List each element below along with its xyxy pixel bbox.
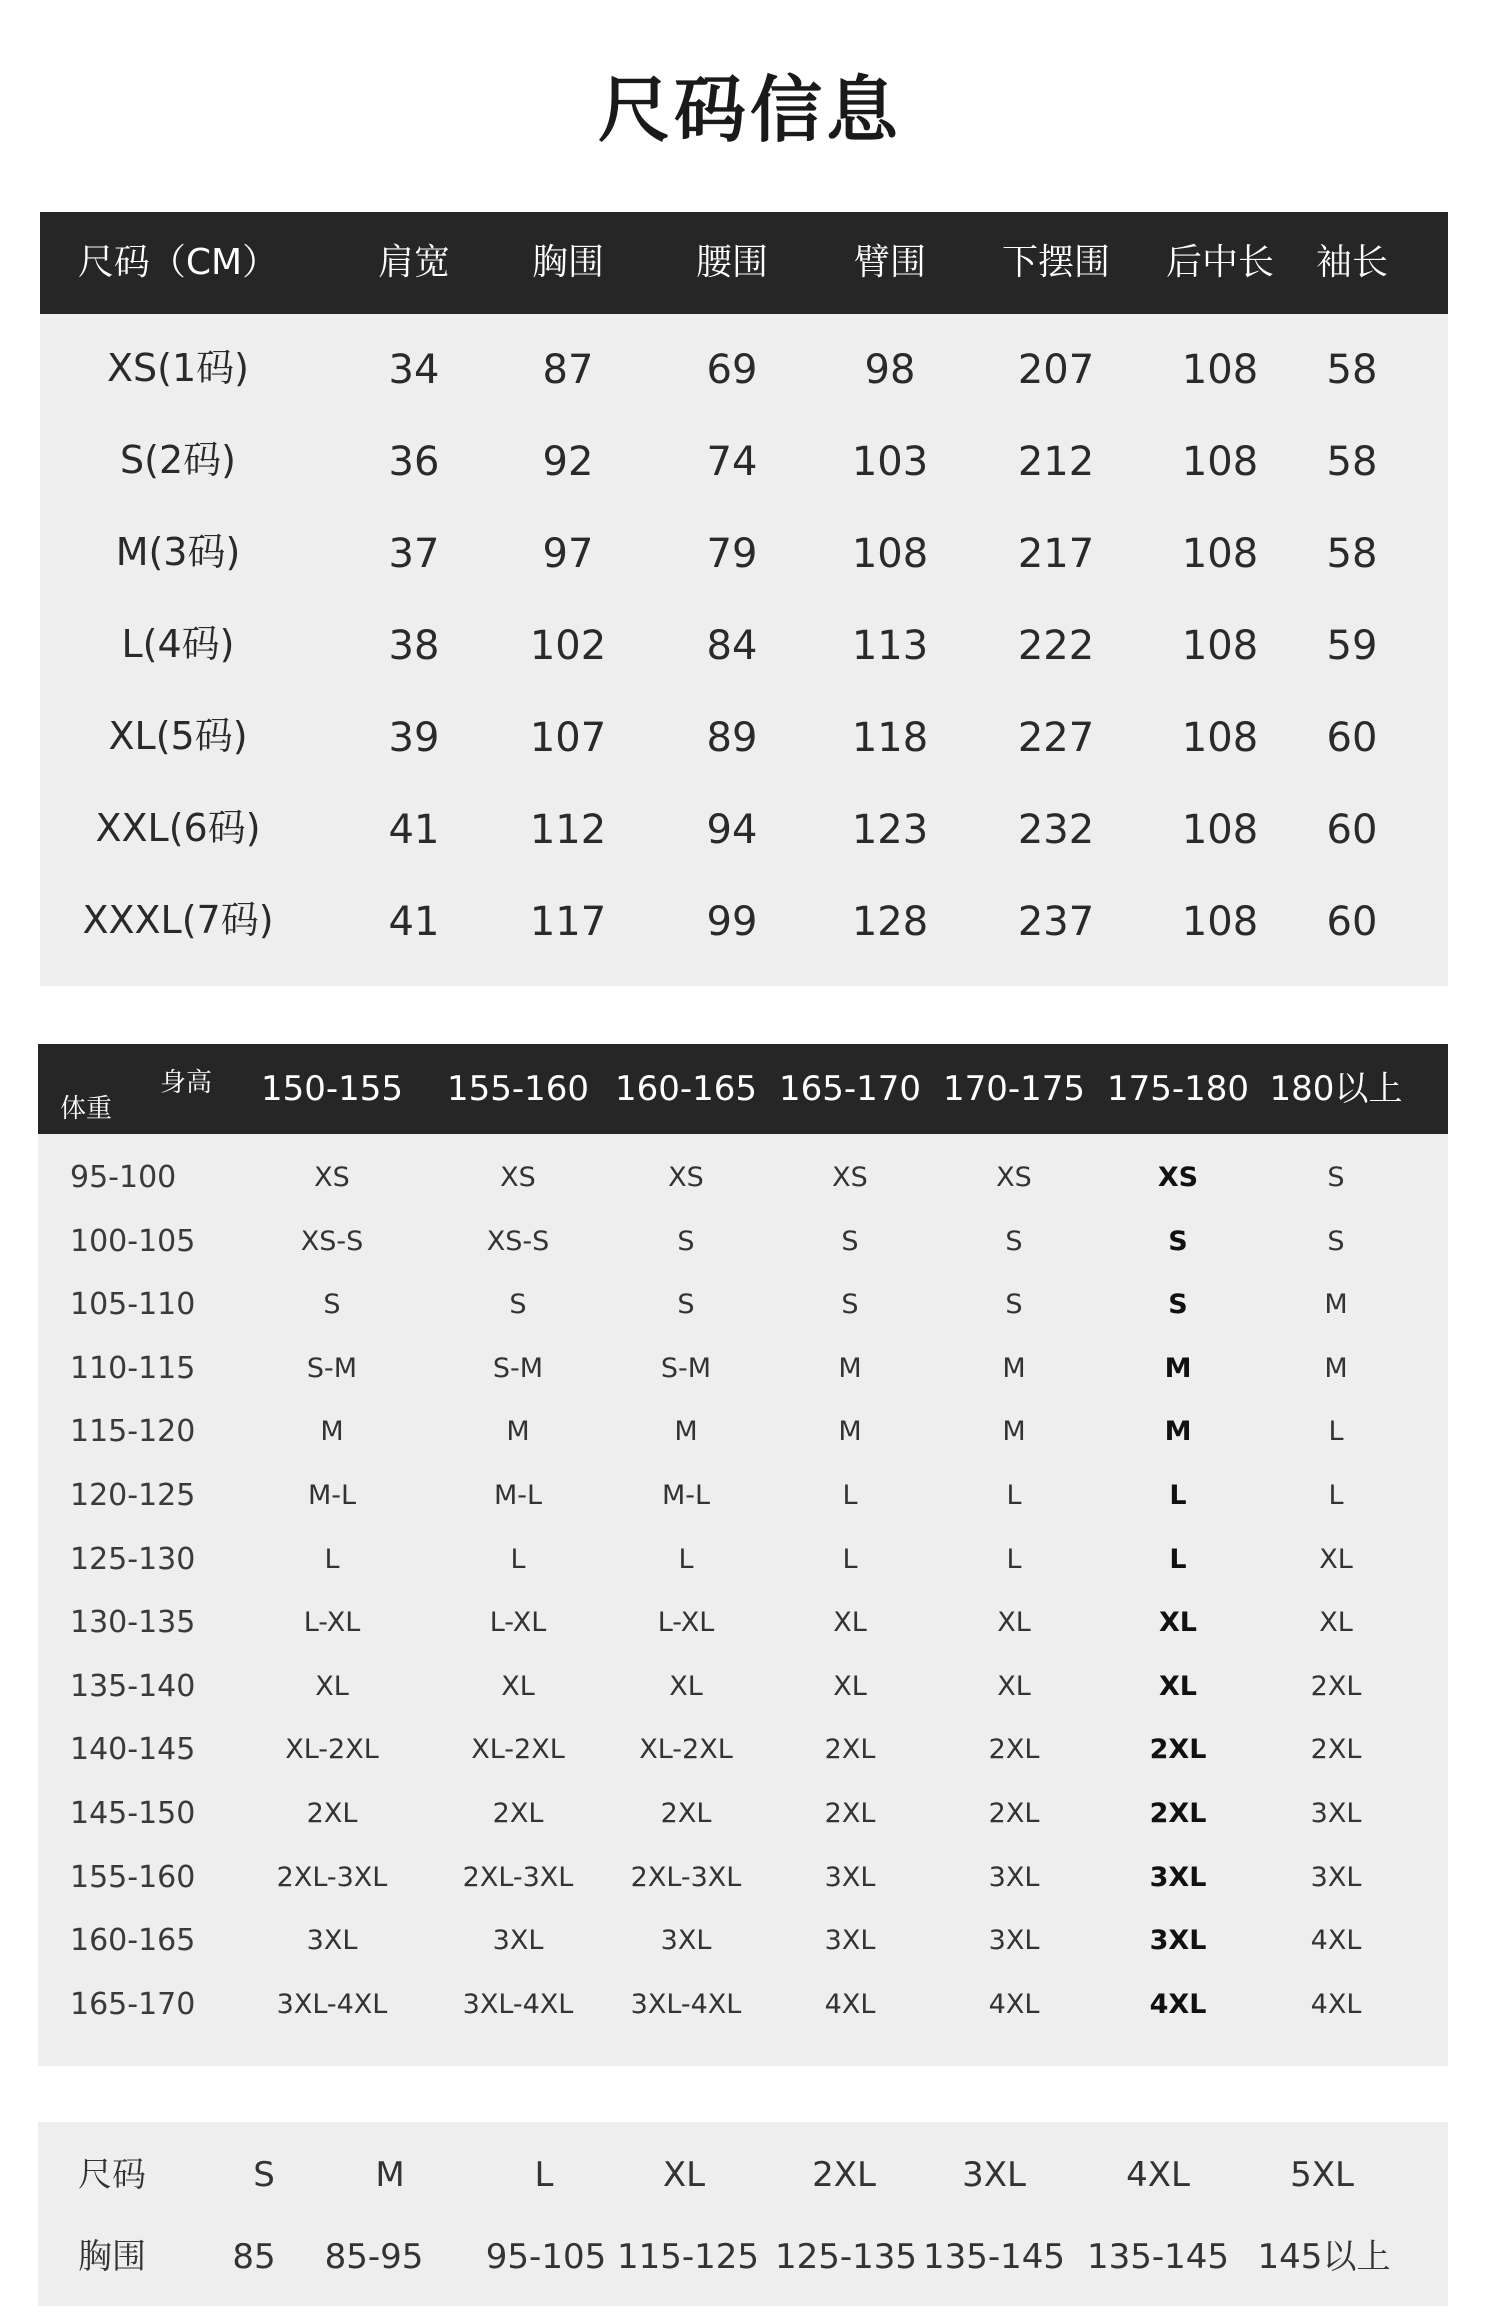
weight-range-cell: 160-165	[70, 1923, 196, 1959]
recommended-size-cell: 3XL	[824, 1925, 876, 1957]
measurement-cell: 58	[1326, 347, 1378, 393]
recommended-size-cell: 2XL	[1310, 1670, 1362, 1702]
recommendation-row	[38, 1718, 1448, 1782]
recommended-size-cell: XL-2XL	[285, 1734, 379, 1766]
recommended-size-cell: 4XL	[824, 1988, 876, 2020]
garment-table-row	[40, 784, 1448, 876]
size-cell: 4XL	[1126, 2155, 1190, 2195]
size-row	[38, 2134, 1448, 2216]
measurement-cell: 60	[1326, 807, 1378, 853]
recommended-size-cell: XS-S	[300, 1225, 364, 1257]
garment-header-cell: 袖长	[1315, 242, 1389, 283]
weight-range-cell: 100-105	[70, 1223, 196, 1259]
measurement-cell: 207	[1017, 347, 1095, 393]
recommended-size-cell: L-XL	[657, 1607, 715, 1639]
recommended-size-cell: XL	[1158, 1670, 1198, 1702]
recommended-size-cell: 2XL	[824, 1734, 876, 1766]
weight-range-cell: 130-135	[70, 1605, 196, 1641]
recommended-size-cell: XL	[1319, 1543, 1353, 1575]
measurement-cell: 232	[1017, 807, 1095, 853]
recommended-size-cell: 3XL	[824, 1861, 876, 1893]
size-cell: M	[375, 2155, 405, 2195]
measurement-cell: 60	[1326, 715, 1378, 761]
recommendation-table-header	[38, 1044, 1448, 1134]
recommended-size-cell: S	[323, 1289, 341, 1321]
measurement-cell: 118	[851, 715, 929, 761]
recommended-size-cell: XL-2XL	[639, 1734, 733, 1766]
recommended-size-cell: 2XL	[660, 1797, 712, 1829]
size-row-label: 尺码	[78, 2155, 146, 2195]
garment-table-row	[40, 876, 1448, 968]
measurement-cell: 92	[542, 439, 594, 485]
chest-value-cell: 85	[232, 2237, 276, 2277]
recommended-size-cell: M	[1002, 1416, 1026, 1448]
garment-table-row	[40, 692, 1448, 784]
recommended-size-cell: XL-2XL	[471, 1734, 565, 1766]
recommended-size-cell: M	[320, 1416, 344, 1448]
garment-header-cell: 下摆围	[1001, 242, 1111, 283]
measurement-cell: 84	[706, 623, 758, 669]
recommended-size-cell: L	[324, 1543, 340, 1575]
recommended-size-cell: 2XL	[306, 1797, 358, 1829]
recommended-size-cell: S	[1327, 1162, 1345, 1193]
recommended-size-cell: S	[677, 1225, 695, 1257]
recommended-size-cell: M	[1164, 1352, 1192, 1384]
chest-value-cell: 145以上	[1257, 2237, 1391, 2277]
recommended-size-cell: XL	[501, 1670, 535, 1702]
recommendation-row	[38, 1337, 1448, 1401]
measurement-cell: 41	[388, 899, 440, 945]
recommended-size-cell: L	[1328, 1416, 1344, 1448]
recommended-size-cell: 4XL	[1149, 1988, 1207, 2020]
measurement-cell: 69	[706, 347, 758, 393]
measurement-cell: 103	[851, 439, 929, 485]
recommended-size-cell: XL	[997, 1670, 1031, 1702]
recommended-size-cell: L-XL	[303, 1607, 361, 1639]
recommendation-row	[38, 1909, 1448, 1973]
recommended-size-cell: XS	[1157, 1162, 1199, 1193]
recommended-size-cell: XS	[668, 1162, 704, 1193]
recommended-size-cell: 3XL	[988, 1861, 1040, 1893]
garment-table-row	[40, 508, 1448, 600]
size-recommendation-table	[38, 1044, 1448, 2066]
recommendation-row	[38, 1146, 1448, 1210]
measurement-cell: 87	[542, 347, 594, 393]
recommended-size-cell: 2XL	[1310, 1734, 1362, 1766]
chest-value-cell: 135-145	[922, 2237, 1066, 2277]
weight-range-cell: 110-115	[70, 1350, 196, 1386]
corner-height-label: 身高	[160, 1068, 213, 1098]
recommended-size-cell: L	[1328, 1479, 1344, 1511]
size-label-cell: L(4码)	[121, 622, 235, 666]
recommended-size-cell: S	[1168, 1225, 1188, 1257]
recommended-size-cell: L	[1006, 1543, 1022, 1575]
garment-table-row	[40, 324, 1448, 416]
recommended-size-cell: 4XL	[1310, 1925, 1362, 1957]
measurement-cell: 99	[706, 899, 758, 945]
recommended-size-cell: S	[1005, 1289, 1023, 1321]
recommendation-row	[38, 1400, 1448, 1464]
chest-value-cell: 125-135	[774, 2237, 918, 2277]
size-cell: 3XL	[962, 2155, 1026, 2195]
measurement-cell: 38	[388, 623, 440, 669]
measurement-cell: 34	[388, 347, 440, 393]
recommended-size-cell: 2XL-3XL	[630, 1861, 742, 1893]
measurement-cell: 128	[851, 899, 929, 945]
garment-table-row	[40, 416, 1448, 508]
measurement-cell: 108	[1181, 715, 1259, 761]
recommended-size-cell: 3XL	[660, 1925, 712, 1957]
weight-range-cell: 165-170	[70, 1986, 196, 2022]
measurement-cell: 58	[1326, 531, 1378, 577]
recommended-size-cell: 3XL	[1310, 1861, 1362, 1893]
chest-row	[38, 2216, 1448, 2298]
measurement-cell: 37	[388, 531, 440, 577]
recommended-size-cell: M	[838, 1416, 862, 1448]
recommended-size-cell: 3XL	[1310, 1797, 1362, 1829]
chest-value-cell: 95-105	[485, 2237, 607, 2277]
chest-value-cell: 85-95	[324, 2237, 424, 2277]
recommended-size-cell: 2XL-3XL	[276, 1861, 388, 1893]
recommended-size-cell: S	[1168, 1289, 1188, 1321]
garment-header-cell: 后中长	[1165, 242, 1275, 283]
height-range-header: 165-170	[778, 1069, 922, 1109]
recommended-size-cell: XL	[833, 1670, 867, 1702]
page-title: 尺码信息	[597, 68, 902, 152]
measurement-cell: 212	[1017, 439, 1095, 485]
recommendation-row	[38, 1591, 1448, 1655]
recommendation-row	[38, 1782, 1448, 1846]
recommended-size-cell: S-M	[660, 1352, 712, 1384]
measurement-cell: 98	[864, 347, 916, 393]
measurement-cell: 107	[529, 715, 607, 761]
measurement-cell: 102	[529, 623, 607, 669]
measurement-cell: 41	[388, 807, 440, 853]
weight-range-cell: 120-125	[70, 1477, 196, 1513]
measurement-cell: 108	[851, 531, 929, 577]
recommended-size-cell: XS	[314, 1162, 350, 1193]
measurement-cell: 237	[1017, 899, 1095, 945]
recommended-size-cell: 2XL	[1149, 1734, 1207, 1766]
recommended-size-cell: L-XL	[489, 1607, 547, 1639]
recommended-size-cell: M	[1324, 1289, 1348, 1321]
recommended-size-cell: L	[842, 1543, 858, 1575]
recommended-size-cell: XL	[997, 1607, 1031, 1639]
recommended-size-cell: 3XL	[306, 1925, 358, 1957]
size-label-cell: S(2码)	[120, 438, 236, 482]
measurement-cell: 79	[706, 531, 758, 577]
garment-table-header	[40, 212, 1448, 314]
measurement-cell: 112	[529, 807, 607, 853]
garment-table-body	[40, 314, 1448, 986]
recommended-size-cell: S	[509, 1289, 527, 1321]
height-range-header: 175-180	[1106, 1069, 1250, 1109]
chest-value-cell: 135-145	[1086, 2237, 1230, 2277]
recommended-size-cell: XL	[1158, 1607, 1198, 1639]
recommendation-row	[38, 1846, 1448, 1910]
measurement-cell: 59	[1326, 623, 1378, 669]
garment-header-cell: 臂围	[853, 242, 927, 283]
size-cell: S	[253, 2155, 275, 2195]
recommended-size-cell: S-M	[306, 1352, 358, 1384]
measurement-cell: 58	[1326, 439, 1378, 485]
weight-range-cell: 155-160	[70, 1859, 196, 1895]
recommended-size-cell: 2XL	[988, 1734, 1040, 1766]
measurement-cell: 227	[1017, 715, 1095, 761]
garment-table-row	[40, 600, 1448, 692]
height-range-header: 150-155	[260, 1069, 404, 1109]
recommendation-row	[38, 1464, 1448, 1528]
measurement-cell: 60	[1326, 899, 1378, 945]
recommended-size-cell: 3XL	[1149, 1925, 1207, 1957]
weight-range-cell: 105-110	[70, 1287, 196, 1323]
recommended-size-cell: L	[842, 1479, 858, 1511]
recommended-size-cell: L	[510, 1543, 526, 1575]
recommendation-row	[38, 1210, 1448, 1274]
recommended-size-cell: XS	[996, 1162, 1032, 1193]
recommended-size-cell: M-L	[307, 1479, 357, 1511]
recommended-size-cell: L	[1006, 1479, 1022, 1511]
recommended-size-cell: M	[838, 1352, 862, 1384]
recommended-size-cell: M	[1002, 1352, 1026, 1384]
recommended-size-cell: S	[677, 1289, 695, 1321]
measurement-cell: 89	[706, 715, 758, 761]
weight-range-cell: 95-100	[70, 1160, 177, 1195]
recommendation-table-body	[38, 1134, 1448, 2066]
measurement-cell: 108	[1181, 531, 1259, 577]
recommended-size-cell: L	[1169, 1479, 1187, 1511]
measurement-cell: 108	[1181, 347, 1259, 393]
recommended-size-cell: 3XL-4XL	[276, 1988, 388, 2020]
chest-row-label: 胸围	[78, 2237, 146, 2277]
measurement-cell: 39	[388, 715, 440, 761]
recommended-size-cell: S	[841, 1289, 859, 1321]
recommended-size-cell: XL	[1319, 1607, 1353, 1639]
measurement-cell: 117	[529, 899, 607, 945]
weight-range-cell: 145-150	[70, 1795, 196, 1831]
recommended-size-cell: M	[674, 1416, 698, 1448]
chest-value-cell: 115-125	[616, 2237, 760, 2277]
recommended-size-cell: M-L	[493, 1479, 543, 1511]
recommended-size-cell: 2XL-3XL	[462, 1861, 574, 1893]
height-range-header: 155-160	[446, 1069, 590, 1109]
measurement-cell: 108	[1181, 899, 1259, 945]
recommended-size-cell: XS	[832, 1162, 868, 1193]
recommended-size-cell: S-M	[492, 1352, 544, 1384]
measurement-cell: 108	[1181, 439, 1259, 485]
size-label-cell: XL(5码)	[108, 714, 248, 758]
recommended-size-cell: 4XL	[988, 1988, 1040, 2020]
size-cell: 5XL	[1290, 2155, 1354, 2195]
measurement-cell: 36	[388, 439, 440, 485]
recommendation-row	[38, 1973, 1448, 2037]
recommended-size-cell: 3XL-4XL	[462, 1988, 574, 2020]
recommendation-row	[38, 1273, 1448, 1337]
garment-size-table	[40, 212, 1448, 986]
size-label-cell: XXXL(7码)	[82, 898, 274, 942]
garment-header-cell: 尺码（CM）	[77, 242, 279, 283]
recommended-size-cell: XL	[315, 1670, 349, 1702]
recommended-size-cell: XL	[833, 1607, 867, 1639]
recommended-size-cell: 3XL	[492, 1925, 544, 1957]
height-range-header: 180以上	[1269, 1069, 1403, 1109]
recommended-size-cell: 2XL	[1149, 1797, 1207, 1829]
measurement-cell: 94	[706, 807, 758, 853]
recommended-size-cell: M	[1324, 1352, 1348, 1384]
recommended-size-cell: XS-S	[486, 1225, 550, 1257]
recommended-size-cell: M	[1164, 1416, 1192, 1448]
recommended-size-cell: 3XL	[1149, 1861, 1207, 1893]
recommended-size-cell: 2XL	[492, 1797, 544, 1829]
measurement-cell: 222	[1017, 623, 1095, 669]
recommendation-row	[38, 1655, 1448, 1719]
measurement-cell: 217	[1017, 531, 1095, 577]
weight-range-cell: 125-130	[70, 1541, 196, 1577]
recommended-size-cell: 2XL	[988, 1797, 1040, 1829]
measurement-cell: 74	[706, 439, 758, 485]
weight-range-cell: 115-120	[70, 1414, 196, 1450]
recommended-size-cell: L	[678, 1543, 694, 1575]
size-label-cell: XS(1码)	[107, 346, 249, 390]
size-cell: 2XL	[812, 2155, 876, 2195]
corner-weight-label: 体重	[60, 1094, 113, 1124]
recommended-size-cell: S	[1005, 1225, 1023, 1257]
measurement-cell: 113	[851, 623, 929, 669]
recommended-size-cell: XS	[500, 1162, 536, 1193]
recommended-size-cell: 4XL	[1310, 1988, 1362, 2020]
weight-range-cell: 140-145	[70, 1732, 196, 1768]
garment-header-cell: 胸围	[531, 242, 605, 283]
recommended-size-cell: S	[841, 1225, 859, 1257]
weight-range-cell: 135-140	[70, 1668, 196, 1704]
size-cell: XL	[662, 2155, 706, 2195]
size-cell: L	[534, 2155, 554, 2195]
height-range-header: 170-175	[942, 1069, 1086, 1109]
recommended-size-cell: 3XL-4XL	[630, 1988, 742, 2020]
size-label-cell: XXL(6码)	[95, 806, 261, 850]
measurement-cell: 123	[851, 807, 929, 853]
chest-size-table	[38, 2122, 1448, 2306]
recommended-size-cell: L	[1169, 1543, 1187, 1575]
garment-header-cell: 肩宽	[377, 242, 451, 283]
measurement-cell: 97	[542, 531, 594, 577]
measurement-cell: 108	[1181, 623, 1259, 669]
recommended-size-cell: S	[1327, 1225, 1345, 1257]
recommended-size-cell: M	[506, 1416, 530, 1448]
garment-header-cell: 腰围	[695, 242, 769, 283]
recommendation-row	[38, 1528, 1448, 1592]
size-label-cell: M(3码)	[115, 530, 241, 574]
recommended-size-cell: M-L	[661, 1479, 711, 1511]
recommended-size-cell: 2XL	[824, 1797, 876, 1829]
recommended-size-cell: 3XL	[988, 1925, 1040, 1957]
measurement-cell: 108	[1181, 807, 1259, 853]
recommended-size-cell: XL	[669, 1670, 703, 1702]
height-range-header: 160-165	[614, 1069, 758, 1109]
